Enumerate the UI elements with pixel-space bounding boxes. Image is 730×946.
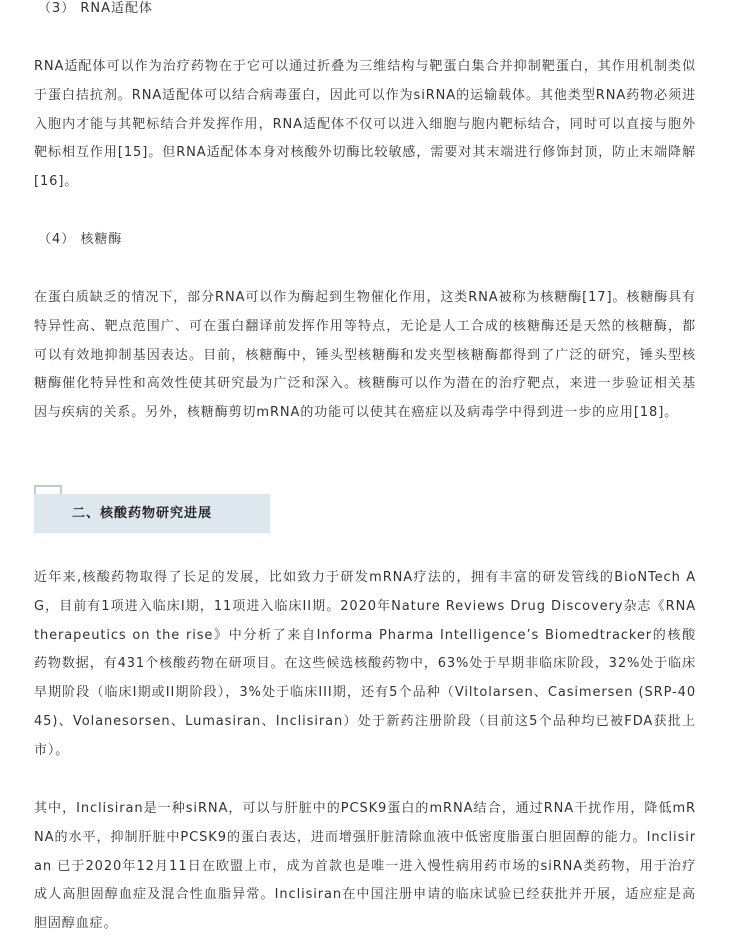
aptamer-heading: （3） RNA适配体 — [38, 1, 154, 16]
ribozyme-paragraph: 在蛋白质缺乏的情况下，部分RNA可以作为酶起到生物催化作用，这类RNA被称为核糖酶[17]。核糖酶具有特异性高、靶点范围广、可在蛋白翻译前发挥作用等特点，无论是人工合成的核糖酶还是天然的核糖酶，都可以有效地抑制基因表达。目前，核糖酶中，锤头型核糖酶和发夹型核糖酶都得到了广泛的研究，锤头型核糖酶催化特异性和高效性使其研究最为广泛和深入。核糖酶可以作为潜在的治疗靶点，来进一步验证相关基因与疾病的关系。另外，核糖酶剪切mRNA的功能可以使其在癌症以及病毒学中得到进一步的应用[18]。 — [34, 290, 696, 421]
aptamer-paragraph: RNA适配体可以作为治疗药物在于它可以通过折叠为三维结构与靶蛋白集合并抑制靶蛋白，其作用机制类似于蛋白拮抗剂。RNA适配体可以结合病毒蛋白，因此可以作为siRNA的运输载体。其他类型RNA药物必须进入胞内才能与其靶标结合并发挥作用，RNA适配体不仅可以进入细胞与胞内靶标结合，同时可以直接与胞外靶标相互作用[15]。但RNA适配体本身对核酸外切酶比较敏感，需要对其末端进行修饰封顶，防止末端降解[16]。 — [34, 59, 696, 190]
section-title: 二、核酸药物研究进展 — [72, 506, 213, 521]
inclisiran-paragraph: 其中，Inclisiran是一种siRNA，可以与肝脏中的PCSK9蛋白的mRNA结合，通过RNA干扰作用，降低mRNA的水平，抑制肝脏中PCSK9的蛋白表达，进而增强肝脏清除血液中低密度脂蛋白胆固醇的能力。Inclisiran 已于2020年12月11日在欧盟上市，成为首款也是唯一进入慢性病用药市场的siRNA类药物，用于治疗成人高胆固醇血症及混合性血脂异常。Inclisiran在中国注册申请的临床试验已经获批并开展，适应症是高胆固醇血症。 — [34, 801, 696, 932]
progress-paragraph: 近年来,核酸药物取得了长足的发展，比如致力于研发mRNA疗法的，拥有丰富的研发管线的BioNTech AG，目前有1项进入临床I期，11项进入临床II期。2020年Nature Reviews Drug Discovery杂志《RNA therapeutics on the rise》中分析了来自Informa Pharma Intelligence’s Biomedtracker的核酸药物数据，有431个核酸药物在研项目。在这些候选核酸药物中，63%处于早期非临床阶段，32%处于临床早期阶段（临床I期或II期阶段），3%处于临床III期，还有5个品种（Viltolarsen、Casimersen (SRP-4045)、Volanesorsen、Lumasiran、Inclisiran）处于新药注册阶段（目前这5个品种均已被FDA获批上市）。 — [34, 570, 696, 758]
ribozyme-heading: （4） 核糖酶 — [38, 232, 123, 247]
